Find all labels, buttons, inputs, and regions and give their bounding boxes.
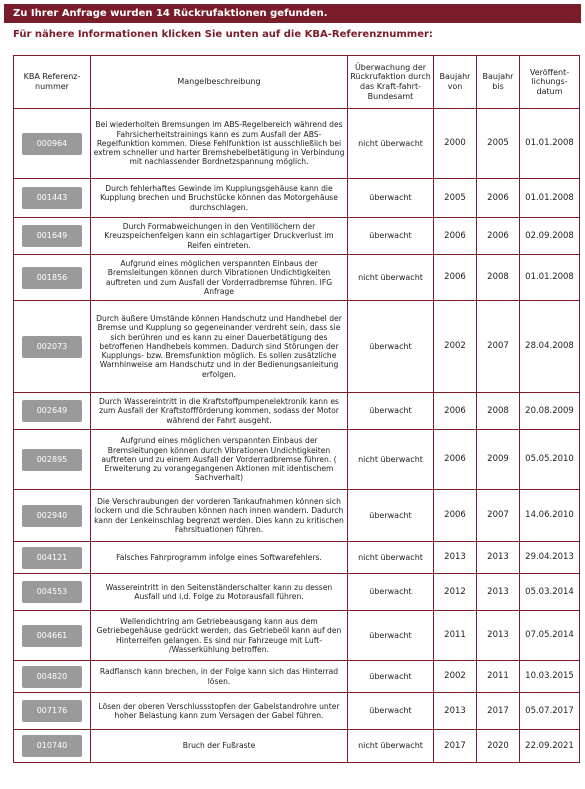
kba-ref-button[interactable]: 004820 bbox=[22, 666, 82, 688]
year-from-cell: 2006 bbox=[434, 218, 477, 255]
year-from-cell: 2012 bbox=[434, 574, 477, 611]
pub-date-cell: 01.01.2008 bbox=[520, 109, 580, 179]
table-row bbox=[14, 301, 580, 393]
recall-table bbox=[13, 55, 580, 763]
desc-cell: Die Verschraubungen der vorderen Tankaufnahmen können sich lockern und die Schrauben können nach innen wandern. Dadurch kann der Lenkeinschlag begrenzt werden. Dies kann zu kritischen Fahrsituationen führen. bbox=[91, 490, 348, 542]
table-row bbox=[14, 661, 580, 693]
desc-cell: Wellendichtring am Getriebeausgang kann aus dem Getriebegehäuse gedrückt werden, das Getriebeöl kann auf den Hinterreifen gelangen. Es sind nur Fahrzeuge mit Luft- /Wasserkühlung betroffen. bbox=[91, 611, 348, 661]
year-from-cell: 2005 bbox=[434, 179, 477, 218]
monitor-cell: nicht überwacht bbox=[348, 730, 434, 763]
ref-cell bbox=[14, 109, 91, 179]
desc-cell: Wassereintritt in den Seitenständerschalter kann zu dessen Ausfall und i.d. Folge zu Motorausfall führen. bbox=[91, 574, 348, 611]
year-to-cell: 2020 bbox=[477, 730, 520, 763]
header-monitor: Überwachung der Rückrufaktion durch das Kraft-fahrt-Bundesamt bbox=[348, 56, 434, 109]
table-row bbox=[14, 611, 580, 661]
pub-date-cell: 01.01.2008 bbox=[520, 179, 580, 218]
pub-date-cell: 29.04.2013 bbox=[520, 542, 580, 574]
monitor-cell: überwacht bbox=[348, 490, 434, 542]
desc-cell: Aufgrund eines möglichen verspannten Einbaus der Bremsleitungen können durch Vibrationen Undichtigkeiten auftreten und zum Ausfall der Vorderradbremse führen. IFG Anfrage bbox=[91, 255, 348, 301]
desc-cell: Bei wiederholten Bremsungen im ABS-Regelbereich während des Fahrsicherheitstrainings kann es zum Ausfall der ABS-Regelfunktion kommen. Diese Fehlfunktion ist ausschließlich bei extrem schneller und harter Bremshebelbetätigung in Verbindung mit nachlassender Bordnetzspannung möglich. bbox=[91, 109, 348, 179]
pub-date-cell: 20.08.2009 bbox=[520, 393, 580, 430]
table-row bbox=[14, 393, 580, 430]
kba-ref-button[interactable]: 000964 bbox=[22, 133, 82, 155]
table-row bbox=[14, 430, 580, 490]
header-to: Baujahr bis bbox=[477, 56, 520, 109]
desc-cell: Aufgrund eines möglichen verspannten Einbaus der Bremsleitungen können durch Vibrationen Undichtigkeiten auftreten und zu einem Ausfall der Vorderradbremse führen. ( Erweiterung zu vorangegangenen Aktionen mit identischem Sachverhalt) bbox=[91, 430, 348, 490]
year-from-cell: 2002 bbox=[434, 661, 477, 693]
monitor-cell: überwacht bbox=[348, 611, 434, 661]
year-from-cell: 2006 bbox=[434, 255, 477, 301]
pub-date-cell: 05.07.2017 bbox=[520, 693, 580, 730]
desc-cell: Lösen der oberen Verschlussstopfen der Gabelstandrohre unter hoher Belastung kann zum Versagen der Gabel führen. bbox=[91, 693, 348, 730]
ref-cell bbox=[14, 542, 91, 574]
table-row bbox=[14, 179, 580, 218]
ref-cell bbox=[14, 301, 91, 393]
kba-ref-button[interactable]: 010740 bbox=[22, 735, 82, 757]
year-to-cell: 2007 bbox=[477, 490, 520, 542]
year-to-cell: 2013 bbox=[477, 574, 520, 611]
ref-cell bbox=[14, 611, 91, 661]
kba-ref-button[interactable]: 002895 bbox=[22, 449, 82, 471]
year-from-cell: 2006 bbox=[434, 490, 477, 542]
pub-date-cell: 10.03.2015 bbox=[520, 661, 580, 693]
pub-date-cell: 14.06.2010 bbox=[520, 490, 580, 542]
kba-ref-button[interactable]: 001649 bbox=[22, 225, 82, 247]
table-row bbox=[14, 693, 580, 730]
kba-ref-button[interactable]: 001856 bbox=[22, 267, 82, 289]
kba-ref-button[interactable]: 004661 bbox=[22, 625, 82, 647]
ref-cell bbox=[14, 661, 91, 693]
year-from-cell: 2013 bbox=[434, 542, 477, 574]
desc-cell: Falsches Fahrprogramm infolge eines Softwarefehlers. bbox=[91, 542, 348, 574]
kba-ref-button[interactable]: 002073 bbox=[22, 336, 82, 358]
pub-date-cell: 05.05.2010 bbox=[520, 430, 580, 490]
header-ref: KBA Referenz-nummer bbox=[14, 56, 91, 109]
table-row bbox=[14, 730, 580, 763]
monitor-cell: überwacht bbox=[348, 574, 434, 611]
ref-cell bbox=[14, 430, 91, 490]
results-banner: Zu Ihrer Anfrage wurden 14 Rückrufaktionen gefunden. bbox=[4, 4, 581, 23]
year-to-cell: 2011 bbox=[477, 661, 520, 693]
kba-ref-button[interactable]: 004553 bbox=[22, 581, 82, 603]
desc-cell: Durch äußere Umstände können Handschutz und Handhebel der Bremse und Kupplung so gegeneinander verdreht sein, dass sie sich berühren und es kann zu einer Dauerbetätigung des betroffenen Handhebels kommen. Dadurch sind Störungen der Kupplungs- bzw. Bremsfunktion möglich. Es sollen zusätzliche Warnhinweise am Handschutz und in der Bedienungsanleitung erfolgen. bbox=[91, 301, 348, 393]
year-to-cell: 2013 bbox=[477, 542, 520, 574]
monitor-cell: überwacht bbox=[348, 218, 434, 255]
year-from-cell: 2011 bbox=[434, 611, 477, 661]
pub-date-cell: 02.09.2008 bbox=[520, 218, 580, 255]
pub-date-cell: 07.05.2014 bbox=[520, 611, 580, 661]
header-from: Baujahr von bbox=[434, 56, 477, 109]
monitor-cell: überwacht bbox=[348, 393, 434, 430]
kba-ref-button[interactable]: 002940 bbox=[22, 505, 82, 527]
monitor-cell: nicht überwacht bbox=[348, 255, 434, 301]
table-row bbox=[14, 255, 580, 301]
year-to-cell: 2013 bbox=[477, 611, 520, 661]
year-to-cell: 2006 bbox=[477, 179, 520, 218]
monitor-cell: überwacht bbox=[348, 179, 434, 218]
table-row bbox=[14, 542, 580, 574]
instruction-text: Für nähere Informationen klicken Sie unten auf die KBA-Referenznummer: bbox=[13, 29, 433, 40]
pub-date-cell: 05.03.2014 bbox=[520, 574, 580, 611]
year-from-cell: 2006 bbox=[434, 393, 477, 430]
ref-cell bbox=[14, 490, 91, 542]
year-to-cell: 2009 bbox=[477, 430, 520, 490]
ref-cell bbox=[14, 218, 91, 255]
pub-date-cell: 01.01.2008 bbox=[520, 255, 580, 301]
monitor-cell: nicht überwacht bbox=[348, 430, 434, 490]
header-desc: Mangelbeschreibung bbox=[91, 56, 348, 109]
kba-ref-button[interactable]: 002649 bbox=[22, 400, 82, 422]
kba-ref-button[interactable]: 007176 bbox=[22, 700, 82, 722]
ref-cell bbox=[14, 730, 91, 763]
year-to-cell: 2017 bbox=[477, 693, 520, 730]
year-from-cell: 2017 bbox=[434, 730, 477, 763]
ref-cell bbox=[14, 179, 91, 218]
table-row bbox=[14, 574, 580, 611]
pub-date-cell: 28.04.2008 bbox=[520, 301, 580, 393]
year-to-cell: 2008 bbox=[477, 255, 520, 301]
monitor-cell: überwacht bbox=[348, 661, 434, 693]
ref-cell bbox=[14, 393, 91, 430]
year-from-cell: 2000 bbox=[434, 109, 477, 179]
ref-cell bbox=[14, 255, 91, 301]
year-to-cell: 2006 bbox=[477, 218, 520, 255]
results-container bbox=[4, 4, 581, 45]
year-to-cell: 2007 bbox=[477, 301, 520, 393]
table-row bbox=[14, 490, 580, 542]
desc-cell: Durch fehlerhaftes Gewinde im Kupplungsgehäuse kann die Kupplung brechen und Bruchstücke können das Motorgehäuse durchschlagen. bbox=[91, 179, 348, 218]
kba-ref-button[interactable]: 004121 bbox=[22, 547, 82, 569]
desc-cell: Durch Wassereintritt in die Kraftstoffpumpenelektronik kann es zum Ausfall der Kraftstoffförderung kommen, sodass der Motor während der Fahrt ausgeht. bbox=[91, 393, 348, 430]
table-row bbox=[14, 218, 580, 255]
desc-cell: Bruch der Fußraste bbox=[91, 730, 348, 763]
header-pub: Veröffent-lichungs-datum bbox=[520, 56, 580, 109]
monitor-cell: überwacht bbox=[348, 693, 434, 730]
pub-date-cell: 22.09.2021 bbox=[520, 730, 580, 763]
desc-cell: Radflansch kann brechen, in der Folge kann sich das Hinterrad lösen. bbox=[91, 661, 348, 693]
year-to-cell: 2008 bbox=[477, 393, 520, 430]
year-to-cell: 2005 bbox=[477, 109, 520, 179]
year-from-cell: 2006 bbox=[434, 430, 477, 490]
ref-cell bbox=[14, 693, 91, 730]
year-from-cell: 2013 bbox=[434, 693, 477, 730]
table-header-row bbox=[14, 56, 580, 109]
ref-cell bbox=[14, 574, 91, 611]
table-row bbox=[14, 109, 580, 179]
monitor-cell: nicht überwacht bbox=[348, 542, 434, 574]
desc-cell: Durch Formabweichungen in den Ventillöchern der Kreuzspeichenfelgen kann ein schlagartiger Druckverlust im Reifen eintreten. bbox=[91, 218, 348, 255]
monitor-cell: überwacht bbox=[348, 301, 434, 393]
kba-ref-button[interactable]: 001443 bbox=[22, 187, 82, 209]
year-from-cell: 2002 bbox=[434, 301, 477, 393]
monitor-cell: nicht überwacht bbox=[348, 109, 434, 179]
